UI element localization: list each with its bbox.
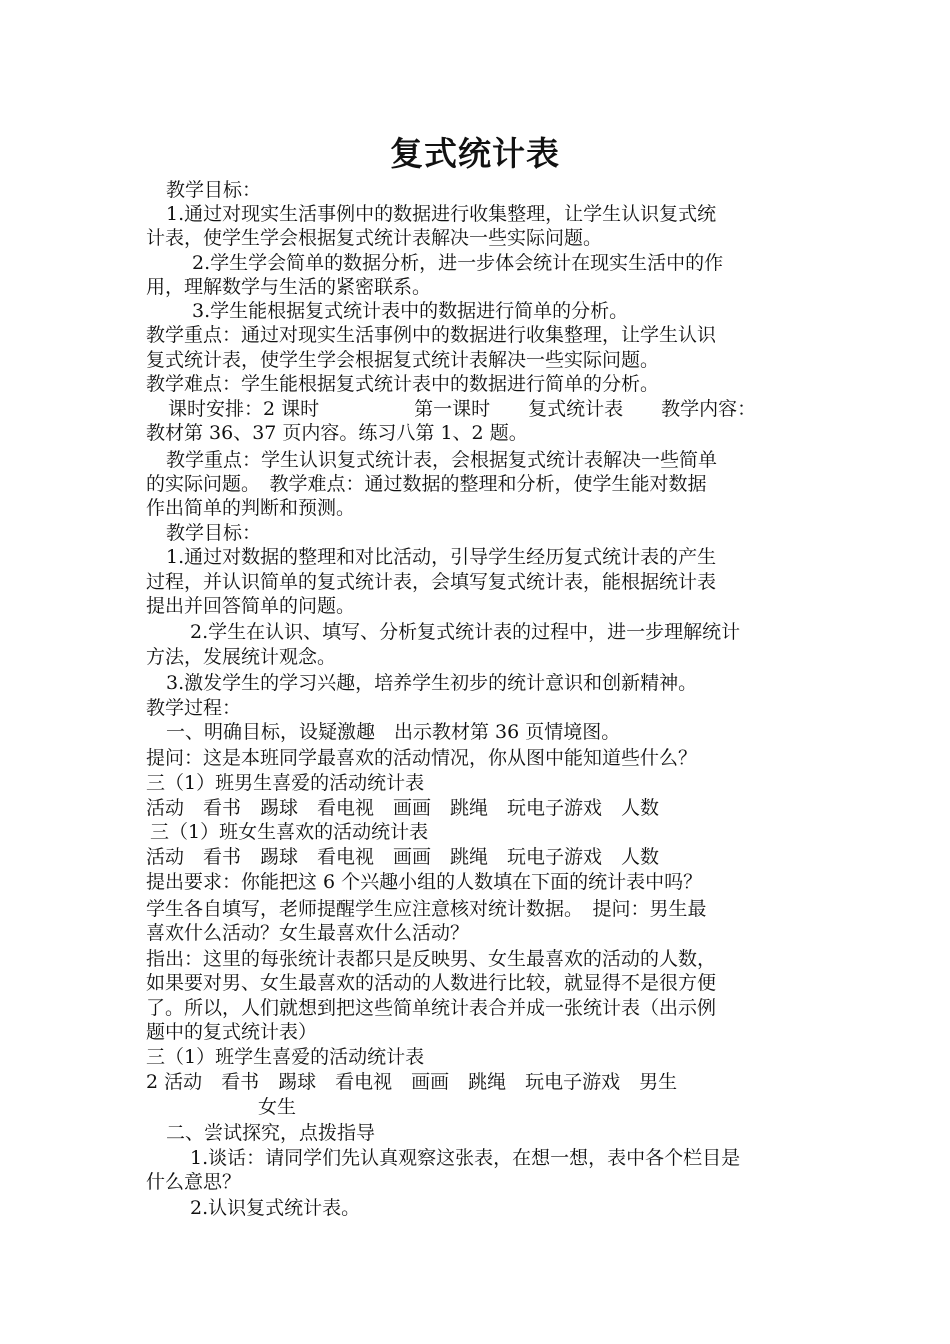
text-line: 过程，并认识简单的复式统计表，会填写复式统计表，能根据统计表 — [146, 571, 717, 593]
text-line: 方法，发展统计观念。 — [146, 646, 337, 668]
text-line: 课时安排：2 课时 第一课时 复式统计表 教学内容： — [168, 398, 757, 420]
text-line: 三（1）班学生喜爱的活动统计表 — [146, 1046, 425, 1068]
document-title: 复式统计表 — [390, 134, 560, 173]
text-line: 什么意思？ — [146, 1171, 242, 1193]
text-line: 1.谈话：请同学们先认真观察这张表，在想一想，表中各个栏目是 — [190, 1147, 741, 1169]
text-line: 2.认识复式统计表。 — [190, 1197, 361, 1219]
table-header-row: 活动 看书 踢球 看电视 画画 跳绳 玩电子游戏 人数 — [146, 846, 660, 868]
text-line: 提出并回答简单的问题。 — [146, 595, 356, 617]
text-line: 1.通过对现实生活事例中的数据进行收集整理，让学生认识复式统 — [166, 203, 717, 225]
table-header-row: 活动 看书 踢球 看电视 画画 跳绳 玩电子游戏 人数 — [146, 797, 660, 819]
text-line: 教学目标： — [166, 179, 262, 201]
text-line: 提问：这是本班同学最喜欢的活动情况，你从图中能知道些什么？ — [146, 747, 698, 769]
text-line: 学生各自填写，老师提醒学生应注意核对统计数据。 提问：男生最 — [146, 898, 707, 920]
text-line: 教材第 36、37 页内容。练习八第 1、2 题。 — [146, 422, 528, 444]
text-line: 1.通过对数据的整理和对比活动，引导学生经历复式统计表的产生 — [166, 546, 717, 568]
table-row-label: 女生 — [258, 1096, 297, 1118]
text-line: 教学过程： — [146, 697, 242, 719]
text-line: 计表，使学生学会根据复式统计表解决一些实际问题。 — [146, 227, 603, 249]
text-line: 的实际问题。 教学难点：通过数据的整理和分析，使学生能对数据 — [146, 473, 707, 495]
text-line: 教学目标： — [166, 522, 262, 544]
text-line: 题中的复式统计表） — [146, 1021, 318, 1043]
text-line: 一、明确目标，设疑激趣 出示教材第 36 页情境图。 — [166, 721, 621, 743]
text-line: 提出要求：你能把这 6 个兴趣小组的人数填在下面的统计表中吗？ — [146, 871, 703, 893]
text-line: 3.激发学生的学习兴趣，培养学生初步的统计意识和创新精神。 — [166, 672, 698, 694]
text-line: 2.学生学会简单的数据分析，进一步体会统计在现实生活中的作 — [192, 252, 724, 274]
text-line: 复式统计表，使学生学会根据复式统计表解决一些实际问题。 — [146, 349, 660, 371]
text-line: 作出简单的判断和预测。 — [146, 497, 356, 519]
text-line: 三（1）班男生喜爱的活动统计表 — [146, 772, 425, 794]
text-line: 了。所以，人们就想到把这些简单统计表合并成一张统计表（出示例 — [146, 997, 717, 1019]
text-line: 3.学生能根据复式统计表中的数据进行简单的分析。 — [192, 300, 629, 322]
text-line: 教学重点：通过对现实生活事例中的数据进行收集整理，让学生认识 — [146, 324, 717, 346]
table-header-row: 2 活动 看书 踢球 看电视 画画 跳绳 玩电子游戏 男生 — [146, 1071, 678, 1093]
text-line: 喜欢什么活动？女生最喜欢什么活动？ — [146, 922, 470, 944]
text-line: 二、尝试探究，点拨指导 — [166, 1122, 376, 1144]
text-line: 教学重点：学生认识复式统计表，会根据复式统计表解决一些简单 — [166, 449, 718, 471]
text-line: 教学难点：学生能根据复式统计表中的数据进行简单的分析。 — [146, 373, 660, 395]
text-line: 用，理解数学与生活的紧密联系。 — [146, 276, 432, 298]
text-line: 三（1）班女生喜欢的活动统计表 — [150, 821, 429, 843]
text-line: 2.学生在认识、填写、分析复式统计表的过程中，进一步理解统计 — [190, 621, 741, 643]
text-line: 指出：这里的每张统计表都只是反映男、女生最喜欢的活动的人数， — [146, 948, 717, 970]
text-line: 如果要对男、女生最喜欢的活动的人数进行比较，就显得不是很方便 — [146, 972, 717, 994]
